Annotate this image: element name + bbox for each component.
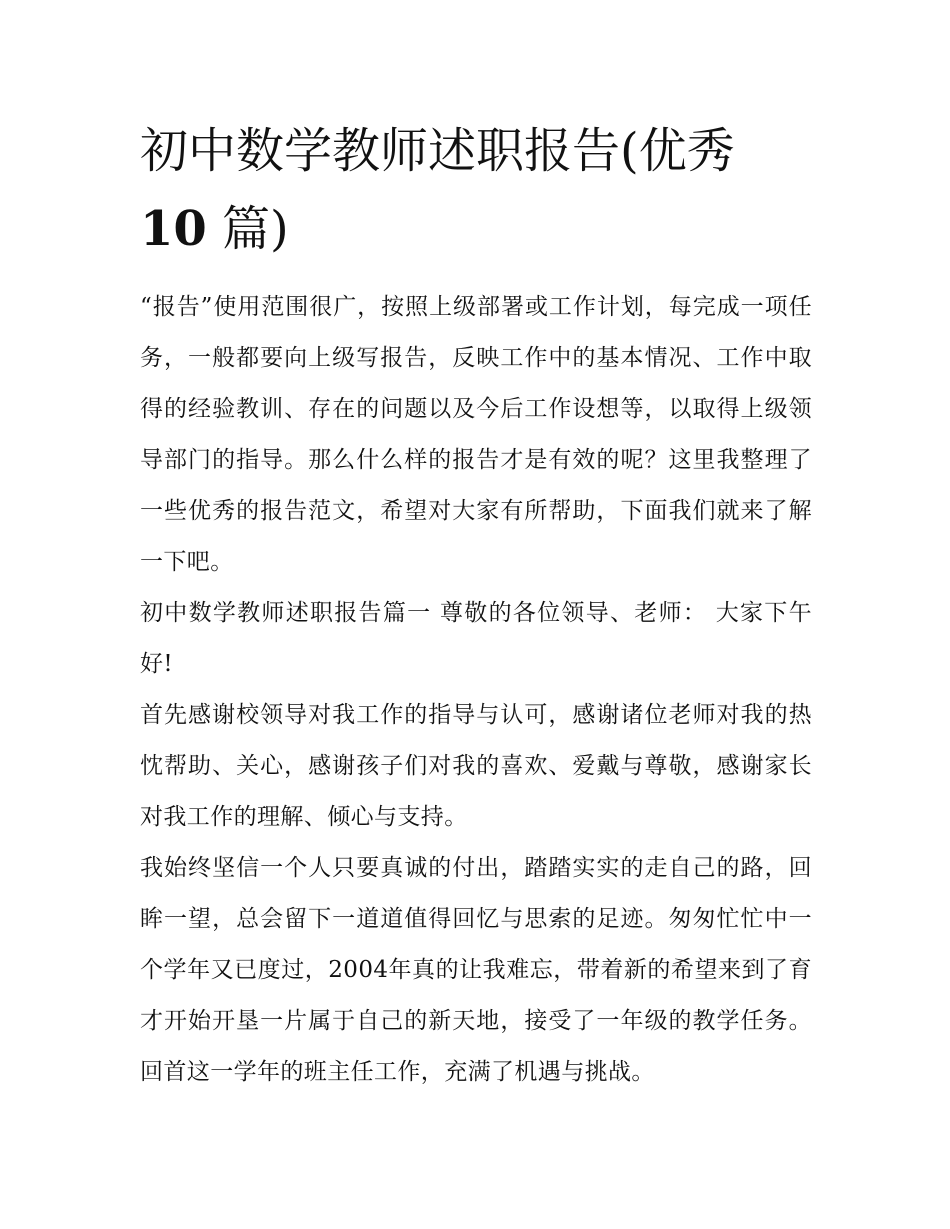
paragraph-thanks: 首先感谢校领导对我工作的指导与认可，感谢诸位老师对我的热忱帮助、关心，感谢孩子们对我的喜欢、爱戴与尊敬，感谢家长对我工作的理解、倾心与支持。 bbox=[140, 702, 812, 830]
title-line-2-rest: 篇) bbox=[206, 201, 289, 257]
document-title bbox=[140, 112, 812, 268]
paragraph-greeting: 初中数学教师述职报告篇一 尊敬的各位领导、老师： 大家下午好! bbox=[140, 600, 812, 677]
paragraph-reflection: 我始终坚信一个人只要真诚的付出，踏踏实实的走自己的路，回眸一望，总会留下一道道值得回忆与思索的足迹。匆匆忙忙中一个学年又已度过，2004年真的让我难忘，带着新的希望来到了育才开始开垦一片属于自己的新天地，接受了一年级的教学任务。回首这一学年的班主任工作，充满了机遇与挑战。 bbox=[140, 855, 812, 1085]
document-content bbox=[140, 112, 812, 1098]
paragraph-intro: “报告”使用范围很广，按照上级部署或工作计划，每完成一项任务，一般都要向上级写报告，反映工作中的基本情况、工作中取得的经验教训、存在的问题以及今后工作设想等，以取得上级领导部门的指导。那么什么样的报告才是有效的呢？这里我整理了一些优秀的报告范文，希望对大家有所帮助，下面我们就来了解一下吧。 bbox=[140, 294, 812, 575]
title-line-1: 初中数学教师述职报告(优秀 bbox=[140, 123, 735, 179]
title-number: 10 bbox=[140, 201, 207, 257]
document-body bbox=[140, 282, 812, 1098]
